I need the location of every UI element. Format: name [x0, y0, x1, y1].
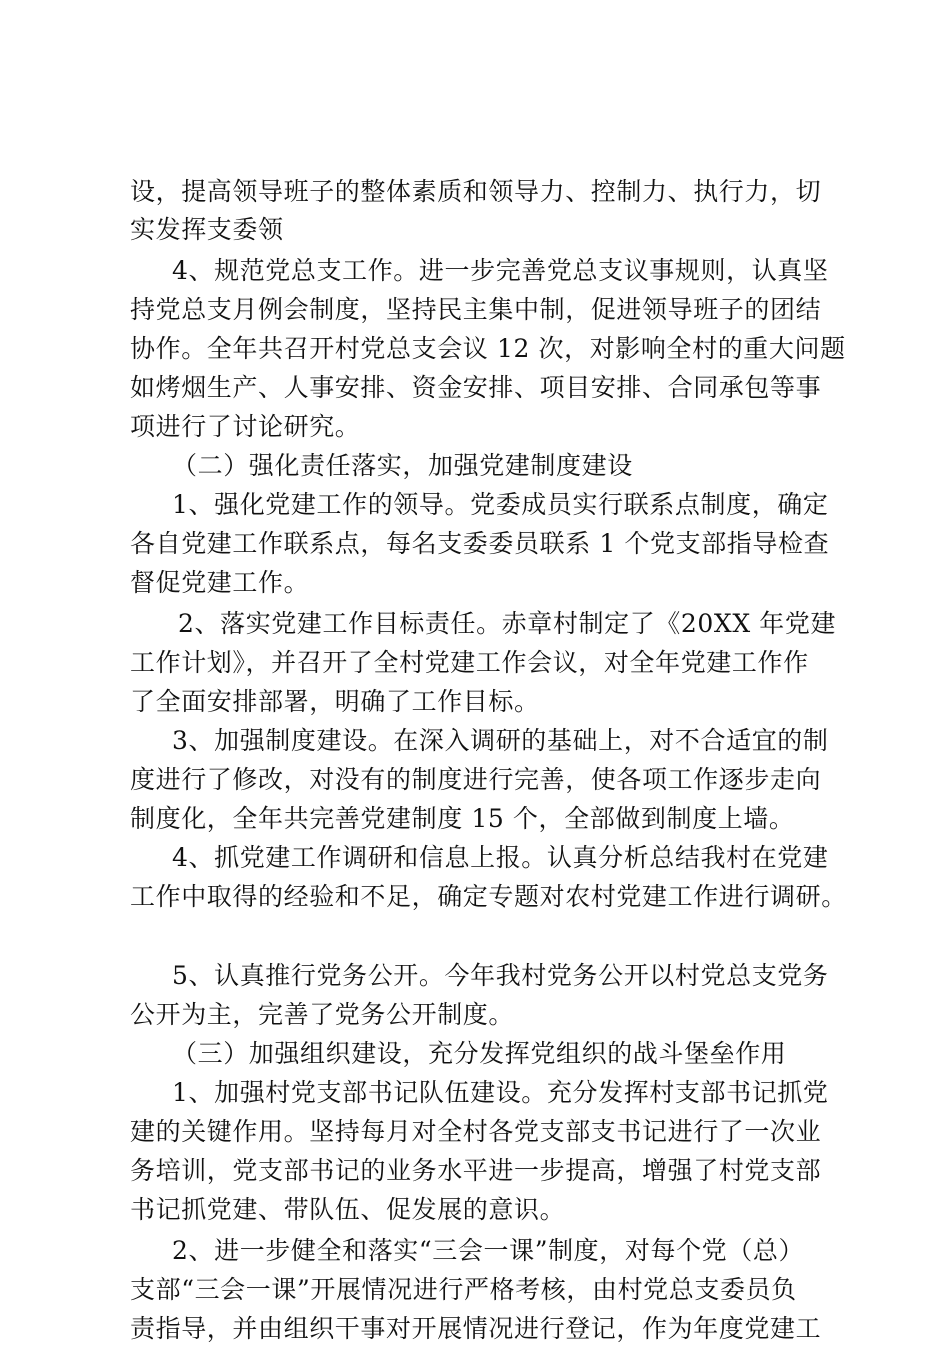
text-line: 如烤烟生产、人事安排、资金安排、项目安排、合同承包等事 — [130, 373, 822, 402]
text-line: 度进行了修改，对没有的制度进行完善，使各项工作逐步走向 — [130, 765, 822, 794]
text-line: 工作中取得的经验和不足，确定专题对农村党建工作进行调研。 — [130, 882, 847, 911]
text-line: 工作计划》，并召开了全村党建工作会议，对全年党建工作作 — [130, 648, 809, 677]
text-line: 责指导，并由组织干事对开展情况进行登记，作为年度党建工 — [130, 1314, 822, 1343]
text-line: 协作。全年共召开村党总支会议 12 次，对影响全村的重大问题 — [130, 334, 846, 363]
text-line: 务培训，党支部书记的业务水平进一步提高，增强了村党支部 — [130, 1156, 822, 1185]
text-line: 督促党建工作。 — [130, 568, 310, 597]
text-line: 2、落实党建工作目标责任。赤章村制定了《20XX 年党建 — [178, 609, 837, 638]
text-line: 各自党建工作联系点，每名支委委员联系 1 个党支部指导检查 — [130, 529, 830, 558]
section-heading: （二）强化责任落实，加强党建制度建设 — [172, 451, 633, 480]
text-line: 公开为主，完善了党务公开制度。 — [130, 1000, 515, 1029]
text-line: 支部“三会一课”开展情况进行严格考核，由村党总支委员负 — [130, 1275, 797, 1304]
text-line: 了全面安排部署，明确了工作目标。 — [130, 687, 540, 716]
text-line: 1、强化党建工作的领导。党委成员实行联系点制度，确定 — [172, 490, 829, 519]
text-line: 3、加强制度建设。在深入调研的基础上，对不合适宜的制 — [172, 726, 829, 755]
section-heading: （三）加强组织建设，充分发挥党组织的战斗堡垒作用 — [172, 1039, 787, 1068]
text-line: 1、加强村党支部书记队伍建设。充分发挥村支部书记抓党 — [172, 1078, 829, 1107]
text-line: 实发挥支委领 — [130, 215, 284, 244]
text-line: 4、抓党建工作调研和信息上报。认真分析总结我村在党建 — [172, 843, 829, 872]
text-line: 建的关键作用。坚持每月对全村各党支部支书记进行了一次业 — [130, 1117, 822, 1146]
text-line: 4、规范党总支工作。进一步完善党总支议事规则，认真坚 — [172, 256, 829, 285]
text-line: 书记抓党建、带队伍、促发展的意识。 — [130, 1195, 566, 1224]
text-line: 项进行了讨论研究。 — [130, 412, 361, 441]
text-line: 设，提高领导班子的整体素质和领导力、控制力、执行力，切 — [130, 177, 822, 206]
text-line: 5、认真推行党务公开。今年我村党务公开以村党总支党务 — [172, 961, 829, 990]
text-line: 2、进一步健全和落实“三会一课”制度，对每个党（总） — [172, 1236, 805, 1265]
text-line: 持党总支月例会制度，坚持民主集中制，促进领导班子的团结 — [130, 295, 822, 324]
text-line: 制度化，全年共完善党建制度 15 个，全部做到制度上墙。 — [130, 804, 795, 833]
